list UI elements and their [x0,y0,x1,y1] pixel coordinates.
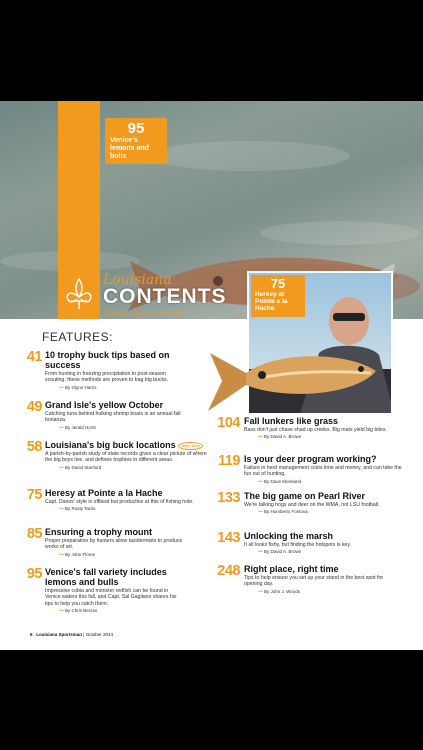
features-heading: FEATURES: [42,330,113,344]
cover-tag-page-number: 95 [127,120,145,137]
feature-page-number: 58 [26,439,42,455]
feature-title: 10 trophy buck tips based on success [45,350,170,370]
contents-title: CONTENTS [103,285,227,308]
feature-byline: ••• By Humberto Fontova [258,509,308,515]
inset-tag-text: Heresy at Pointe a la Hache [255,291,288,312]
magazine-brand: Louisiana [103,272,172,288]
feature-description: Capt. Danos' style is offbeat but productive at this of fishing hole. [45,499,194,505]
feature-byline: ••• By David A. Brown [258,434,302,440]
feature-byline: ••• By John Flores [59,551,95,557]
feature-page-number: 85 [26,526,42,542]
feature-page-number: 248 [217,563,240,579]
feature-description: Bass don't just chase shad up creeks. Big mats yield big bites. [244,427,387,433]
feature-page-number: 41 [26,349,42,365]
feature-page-number: 119 [218,453,240,469]
cover-tag-text: Venice's lemons and bulls [110,137,149,160]
feature-byline: ••• By Jerald Horst [59,424,96,430]
feature-page-number: 95 [26,566,42,582]
feature-byline: ••• By John J. Woods [258,588,301,594]
footer-issue: October 2014 [85,632,113,637]
fleur-de-lis-icon [60,273,98,313]
feature-title: Grand Isle's yellow October [45,400,164,410]
magazine-page [0,101,423,650]
footer-page-number: 6 [30,632,33,637]
feature-title: Is your deer program working? [244,454,377,464]
inset-tag-page-number: 75 [270,276,286,291]
feature-title: Fall lunkers like grass [244,416,339,426]
feature-byline: ••• By Glynn Harris [59,384,97,390]
feature-description: We're talking hogs and deer on the WMA, not LSU football. [244,502,380,508]
feature-byline: ••• By Rusty Tardo [59,506,96,512]
volume-line: Volume 34 | Number 10 | October 2014 [104,311,183,316]
feature-page-number: 133 [217,490,240,506]
cover-story-tag[interactable] [105,118,167,164]
feature-title: Heresy at Pointe a la Hache [45,488,163,498]
page-footer: 6 Louisiana Sportsman | October 2014 [30,632,113,637]
feature-byline: ••• By David Stanford [59,464,102,470]
feature-title-row [45,440,215,450]
feature-page-number: 75 [26,487,42,503]
feature-title: Ensuring a trophy mount [45,527,152,537]
feature-description: Proper preparation by hunters allow taxidermists to produce works of art. [45,538,183,551]
feature-title: Unlocking the marsh [244,531,334,541]
footer-publication: Louisiana Sportsman [36,632,83,637]
feature-byline: ••• By David A. Brown [258,549,302,555]
feature-byline: ••• By Chris Berzas [59,607,98,613]
redfish-held-image [206,333,388,423]
feature-description: Tips to help ensure you set up your stand in the best spot for opening day. [244,575,384,588]
inset-story-tag[interactable] [251,275,305,317]
feature-title: Right place, right time [244,564,339,574]
feature-page-number: 143 [217,530,240,546]
feature-title: The big game on Pearl River [244,491,366,501]
feature-page-number: 49 [26,399,42,415]
feature-description: From hunting in freezing precipitation to post-season scouting, these methods are proven to bag big bucks. [45,371,169,384]
feature-description: It all looks fishy, but finding the hotspots is key. [244,542,352,548]
cover-story-badge: cover story [178,442,203,450]
feature-description: Catching tuna behind hulking shrimp boats is an annual fall bonanza. [45,411,181,424]
feature-description: Failure in herd management costs time and money, and can take the fun out of hunting. [244,465,402,478]
feature-byline: ••• By Dave Moreland [258,478,302,484]
feature-title: Louisiana's big buck locations [45,440,176,450]
feature-title: Venice's fall variety includes lemons and bulls [45,567,167,587]
feature-page-number: 104 [217,415,240,431]
feature-description: A parish-by-parish study of state records gives a clear picture of where the big boys live, and defines trophies in different areas. [45,451,207,464]
feature-description: Impressive cobia and monster redfish can be found in Venice waters this fall, and Capt. Sal Gagliano shares his tips to help you catch them. [45,588,177,607]
